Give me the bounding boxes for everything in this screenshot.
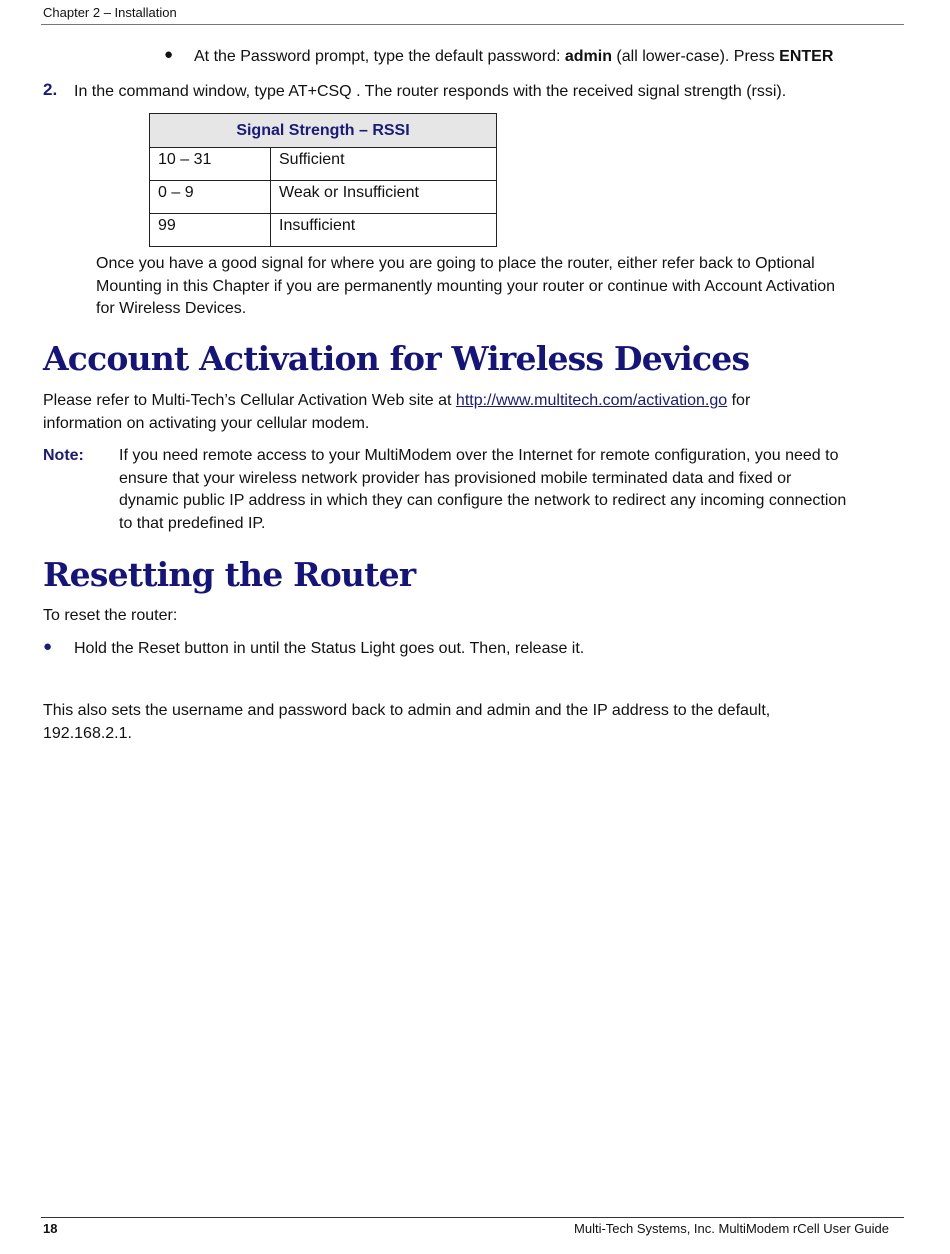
- reset-bullet: Hold the Reset button in until the Status Light goes out. Then, release it.: [74, 640, 585, 657]
- reset-intro: To reset the router:: [43, 607, 178, 624]
- enter-key: ENTER: [779, 48, 834, 65]
- bullet-icon: ●: [164, 46, 174, 63]
- footer-guide-title: Multi-Tech Systems, Inc. MultiModem rCell User Guide: [574, 1221, 889, 1236]
- step-2-text: In the command window, type AT+CSQ . The router responds with the received signal strength (rssi).: [74, 83, 787, 100]
- table-row: [150, 148, 497, 181]
- activation-text-post: for: [731, 392, 751, 409]
- page-number: 18: [43, 1221, 58, 1236]
- signal-paragraph: [96, 253, 835, 321]
- note-body: [119, 445, 846, 535]
- rssi-range: 0 – 9: [150, 181, 271, 214]
- activation-text-pre: Please refer to Multi-Tech’s Cellular Activation Web site at: [43, 392, 456, 409]
- rssi-meaning: Sufficient: [271, 148, 497, 181]
- activation-heading: Account Activation for Wireless Devices: [43, 339, 750, 378]
- bullet-icon: ●: [43, 638, 53, 655]
- note-line-2: ensure that your wireless network provider has provisioned mobile terminated data and fixed or: [119, 469, 792, 487]
- rssi-meaning: Insufficient: [271, 214, 497, 247]
- activation-paragraph: [43, 390, 750, 435]
- activation-line-2: information on activating your cellular modem.: [43, 414, 370, 432]
- rssi-range: 10 – 31: [150, 148, 271, 181]
- reset-heading: Resetting the Router: [43, 555, 416, 594]
- table-row: [150, 181, 497, 214]
- table-row: [150, 214, 497, 247]
- password-text-mid: (all lower-case). Press: [611, 48, 780, 65]
- note-line-4: to that predefined IP.: [119, 514, 266, 532]
- activation-link[interactable]: http://www.multitech.com/activation.go: [455, 392, 728, 409]
- rssi-meaning: Weak or Insufficient: [271, 181, 497, 214]
- signal-line-1: Once you have a good signal for where you are going to place the router, either refer back to Optional: [96, 255, 815, 272]
- footer-divider: [41, 1217, 904, 1218]
- rssi-range: 99: [150, 214, 271, 247]
- step-number: 2.: [43, 80, 58, 99]
- running-header: Chapter 2 – Installation: [43, 5, 177, 20]
- reset-line-2: 192.168.2.1.: [43, 724, 132, 742]
- note-line-3: dynamic public IP address in which they can configure the network to redirect any incoming connection: [119, 492, 847, 509]
- password-text-pre: At the Password prompt, type the default password:: [194, 48, 565, 65]
- default-password: admin: [564, 48, 612, 65]
- note-label: Note:: [43, 447, 84, 464]
- rssi-table: [149, 113, 497, 247]
- password-instruction: [194, 46, 833, 69]
- rssi-table-header: Signal Strength – RSSI: [150, 114, 497, 148]
- signal-line-3: for Wireless Devices.: [96, 300, 247, 317]
- signal-line-2: Mounting in this Chapter if you are permanently mounting your router or continue with Account Activation: [96, 277, 836, 295]
- note-line-1: If you need remote access to your MultiModem over the Internet for remote configuration, you need to: [119, 447, 839, 464]
- header-divider: [41, 24, 904, 25]
- reset-paragraph: [43, 700, 770, 745]
- reset-line-1: This also sets the username and password back to admin and admin and the IP address to the default,: [43, 702, 771, 719]
